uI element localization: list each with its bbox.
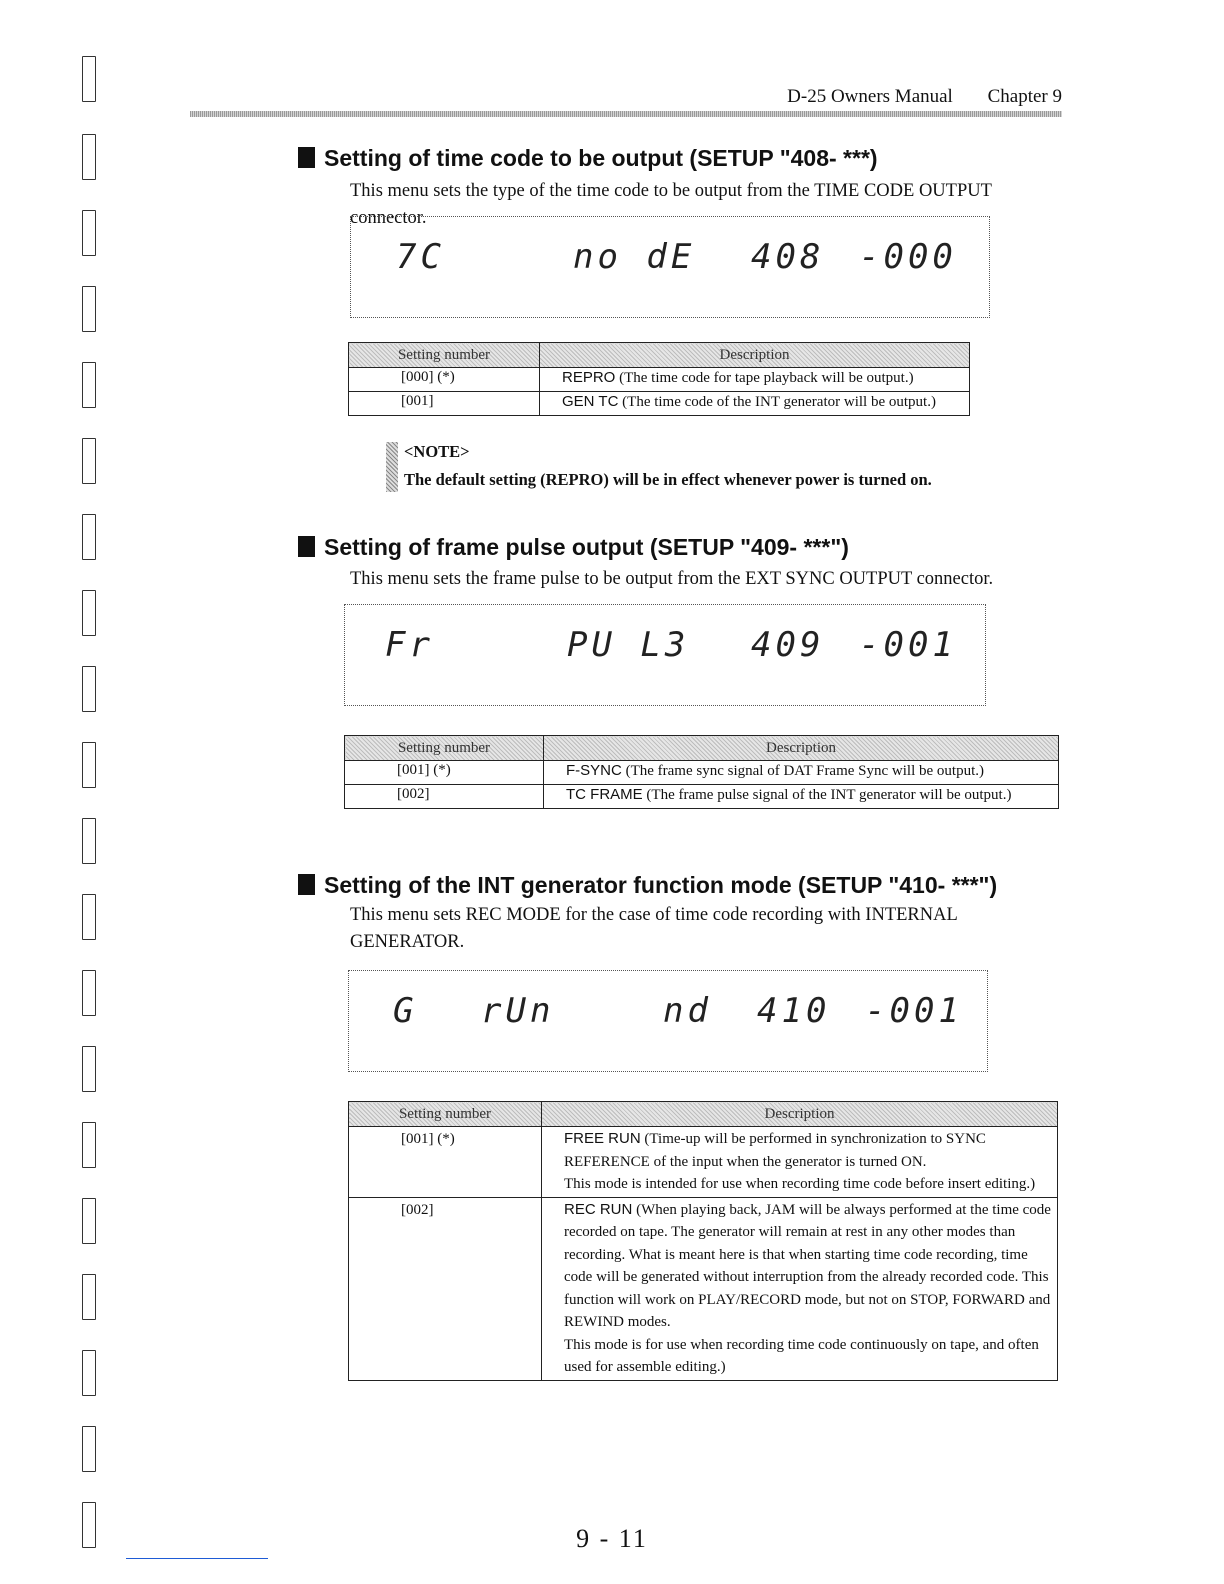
table-row <box>349 1197 1058 1380</box>
mode-name: F-SYNC <box>566 762 622 779</box>
mode-description: (When playing back, JAM will be always performed at the time code recorded on tape. The generator will remain at rest in any other modes than recording. What is meant here is that when starting time code recording, time code will be generated without interruption from the already recorded code. This function will work on PLAY/RECORD mode, but not on STOP, FORWARD and REWIND modes. <box>564 1201 1051 1330</box>
binding-hole <box>82 56 96 102</box>
mode-description: (The time code of the INT generator will be output.) <box>622 394 936 410</box>
table-header-description: Description <box>540 343 970 368</box>
setting-number: [001] (*) <box>349 1127 542 1198</box>
table-row <box>349 368 970 392</box>
binding-hole <box>82 894 96 940</box>
lcd-segment: -000 <box>859 237 957 277</box>
setting-number: [002] <box>345 785 544 809</box>
table-header-description: Description <box>544 736 1059 761</box>
mode-description: (The frame pulse signal of the INT generator will be output.) <box>646 787 1012 803</box>
table-header-description: Description <box>542 1102 1058 1127</box>
settings-table-409 <box>344 735 1059 809</box>
binding-hole <box>82 1122 96 1168</box>
binding-hole <box>82 742 96 788</box>
binding-hole <box>82 590 96 636</box>
table-header-setting-number: Setting number <box>345 736 544 761</box>
table-row <box>345 761 1059 785</box>
lcd-segment: rUn <box>481 991 555 1031</box>
section-intro-409: This menu sets the frame pulse to be output from the EXT SYNC OUTPUT connector. <box>350 569 994 589</box>
table-header-setting-number: Setting number <box>349 343 540 368</box>
note-text: The default setting (REPRO) will be in effect whenever power is turned on. <box>404 470 932 489</box>
lcd-segment: 410 <box>757 991 831 1031</box>
square-bullet-icon <box>298 874 315 895</box>
footer-rule <box>126 1558 268 1559</box>
section-title-410: Setting of the INT generator function mode (SETUP "410- ***") <box>298 872 997 899</box>
manual-title: D-25 Owners Manual <box>787 86 953 107</box>
note-block <box>386 438 932 494</box>
lcd-segment: PU L3 <box>567 625 690 665</box>
lcd-segment: -001 <box>865 991 963 1031</box>
lcd-segment: 7C <box>396 237 445 277</box>
binding-hole <box>82 286 96 332</box>
mode-name: GEN TC <box>562 393 619 410</box>
lcd-segment: no dE <box>573 237 696 277</box>
lcd-segment: nd <box>663 991 712 1031</box>
settings-table-408 <box>348 342 970 416</box>
lcd-segment: -001 <box>859 625 957 665</box>
binding-hole <box>82 1426 96 1472</box>
lcd-segment: Fr <box>385 625 434 665</box>
binding-hole <box>82 970 96 1016</box>
binding-hole <box>82 1350 96 1396</box>
setting-number: [000] (*) <box>349 368 540 392</box>
setting-number: [002] <box>349 1197 542 1380</box>
setting-number: [001] <box>349 392 540 416</box>
binding-hole <box>82 514 96 560</box>
mode-description: (The time code for tape playback will be output.) <box>619 370 914 386</box>
binding-hole <box>82 666 96 712</box>
lcd-segment: 408 <box>751 237 825 277</box>
square-bullet-icon <box>298 147 315 168</box>
lcd-display-410 <box>348 970 988 1072</box>
binding-hole <box>82 362 96 408</box>
binding-hole <box>82 1046 96 1092</box>
chapter-label: Chapter 9 <box>987 86 1062 107</box>
mode-description: (The frame sync signal of DAT Frame Sync will be output.) <box>625 763 984 779</box>
lcd-segment: 409 <box>751 625 825 665</box>
mode-name: FREE RUN <box>564 1130 641 1147</box>
note-marker-icon <box>386 442 398 492</box>
binding-hole <box>82 1274 96 1320</box>
mode-usage: This mode is intended for use when recording time code before insert editing.) <box>564 1176 1036 1192</box>
binding-hole <box>82 818 96 864</box>
setting-number: [001] (*) <box>345 761 544 785</box>
mode-name: TC FRAME <box>566 786 643 803</box>
binding-hole <box>82 438 96 484</box>
page-header <box>190 86 1062 110</box>
binding-hole <box>82 1198 96 1244</box>
binding-hole <box>82 210 96 256</box>
section-title-409: Setting of frame pulse output (SETUP "409- ***") <box>298 534 849 561</box>
lcd-display-409 <box>344 604 986 706</box>
mode-description: (Time-up will be performed in synchronization to SYNC REFERENCE of the input when the generator is turned ON. <box>564 1131 986 1170</box>
lcd-segment: G <box>393 991 418 1031</box>
section-title-408: Setting of time code to be output (SETUP "408- ***) <box>298 145 878 172</box>
square-bullet-icon <box>298 536 315 557</box>
mode-usage: This mode is for use when recording time code continuously on tape, and often used for assemble editing.) <box>564 1336 1039 1375</box>
table-row <box>349 1127 1058 1198</box>
note-label: <NOTE> <box>404 442 470 461</box>
lcd-display-408 <box>350 216 990 318</box>
page-number: 9 - 11 <box>576 1524 648 1553</box>
table-row <box>345 785 1059 809</box>
section-intro-408: This menu sets the type of the time code to be output from the TIME CODE OUTPUT connector. <box>350 181 992 228</box>
table-header-setting-number: Setting number <box>349 1102 542 1127</box>
settings-table-410 <box>348 1101 1058 1381</box>
binding-hole <box>82 134 96 180</box>
mode-name: REPRO <box>562 369 616 386</box>
header-rule <box>190 111 1062 117</box>
section-intro-410: This menu sets REC MODE for the case of time code recording with INTERNAL GENERATOR. <box>350 905 958 952</box>
table-row <box>349 392 970 416</box>
mode-name: REC RUN <box>564 1200 633 1218</box>
